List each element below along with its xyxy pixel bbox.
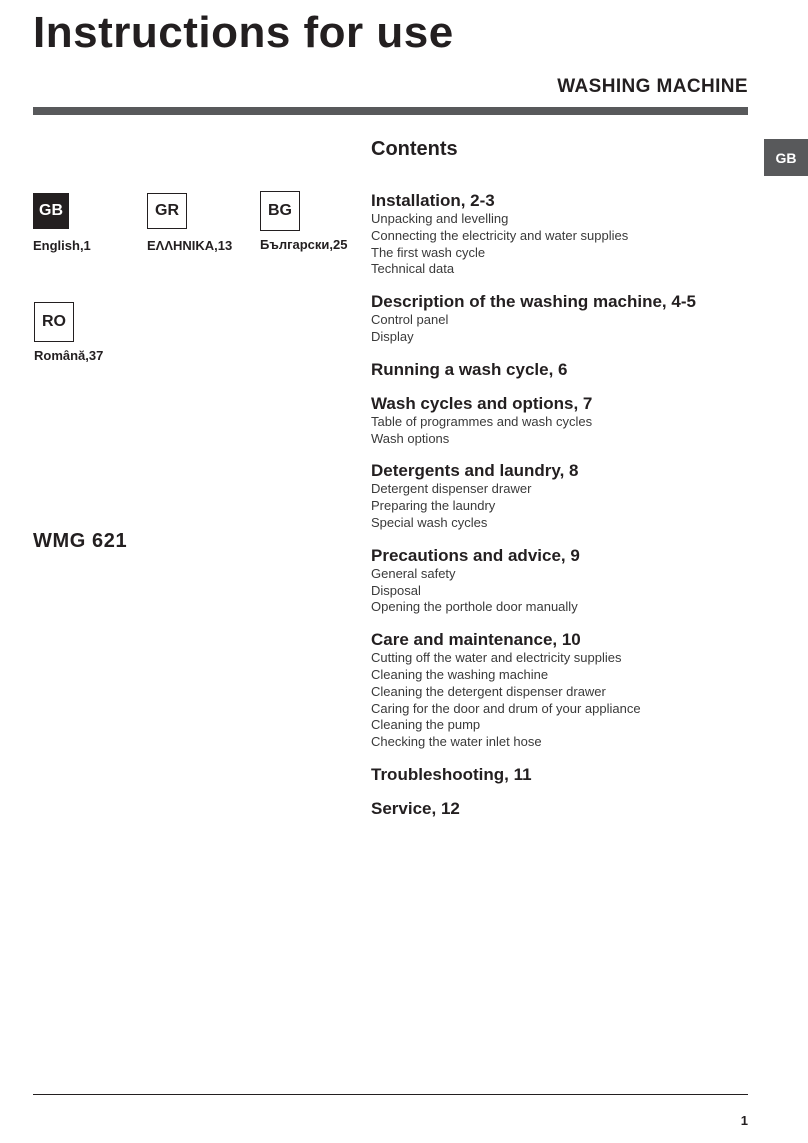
toc-section [371,546,751,616]
toc-section [371,360,751,380]
language-ro[interactable] [34,302,154,364]
language-label: Български,25 [260,237,348,252]
toc-section [371,630,751,751]
toc-item[interactable]: Cleaning the detergent dispenser drawer [371,683,606,699]
header-divider [33,107,748,115]
toc-item[interactable]: Checking the water inlet hose [371,734,542,750]
language-label: ΕΛΛΗΝΙΚΑ,13 [147,238,233,253]
toc-item[interactable]: Preparing the laundry [371,498,496,514]
product-subtitle: WASHING MACHINE [557,76,748,97]
toc-section-title[interactable]: Troubleshooting, 11 [371,764,532,784]
toc-item[interactable]: Control panel [371,312,449,328]
language-bg[interactable] [260,191,380,253]
toc-item[interactable]: The first wash cycle [371,244,486,260]
toc-item[interactable]: Wash options [371,430,450,446]
language-gr[interactable] [147,193,267,254]
toc-section-title[interactable]: Service, 12 [371,798,460,818]
toc-item[interactable]: Table of programmes and wash cycles [371,413,593,429]
toc-item[interactable]: Technical data [371,261,455,277]
toc-item[interactable]: Detergent dispenser drawer [371,481,532,497]
page-title: Instructions for use [33,8,454,57]
language-side-tab: GB [764,139,808,176]
toc-item[interactable]: Opening the porthole door manually [371,599,578,615]
language-label: Română,37 [34,348,104,363]
toc-section-title[interactable]: Running a wash cycle, 6 [371,359,568,379]
toc-section-title[interactable]: Installation, 2-3 [371,191,495,210]
toc-section-title[interactable]: Description of the washing machine, 4-5 [371,292,696,312]
toc-section-title[interactable]: Detergents and laundry, 8 [371,461,579,481]
footer-divider [33,1094,748,1095]
toc-section [371,461,751,531]
language-label: English,1 [33,238,91,253]
toc-section [371,394,751,448]
toc-item[interactable]: Caring for the door and drum of your appliance [371,700,641,716]
toc-section [371,765,751,785]
page-number: 1 [740,1113,748,1128]
toc-item[interactable]: Cleaning the washing machine [371,666,549,682]
model-number: WMG 621 [33,530,128,552]
toc-section-title[interactable]: Precautions and advice, 9 [371,545,580,565]
toc-item[interactable]: General safety [371,565,456,581]
toc-item[interactable]: Disposal [371,582,421,598]
toc-item[interactable]: Display [371,328,414,344]
language-code-box: BG [260,191,300,231]
toc-section-title[interactable]: Care and maintenance, 10 [371,630,581,650]
toc-item[interactable]: Cleaning the pump [371,717,481,733]
language-code-box: RO [34,302,74,342]
table-of-contents [371,191,751,833]
toc-item[interactable]: Unpacking and levelling [371,211,509,226]
language-code-box: GR [147,193,187,229]
language-gb[interactable] [33,193,153,254]
toc-section [371,191,751,278]
toc-section [371,799,751,819]
toc-section-title[interactable]: Wash cycles and options, 7 [371,393,593,413]
toc-item[interactable]: Cutting off the water and electricity supplies [371,650,622,666]
contents-heading: Contents [371,138,458,160]
toc-section [371,292,751,346]
language-code-box: GB [33,193,69,229]
toc-item[interactable]: Special wash cycles [371,514,488,530]
toc-item[interactable]: Connecting the electricity and water supplies [371,227,629,243]
